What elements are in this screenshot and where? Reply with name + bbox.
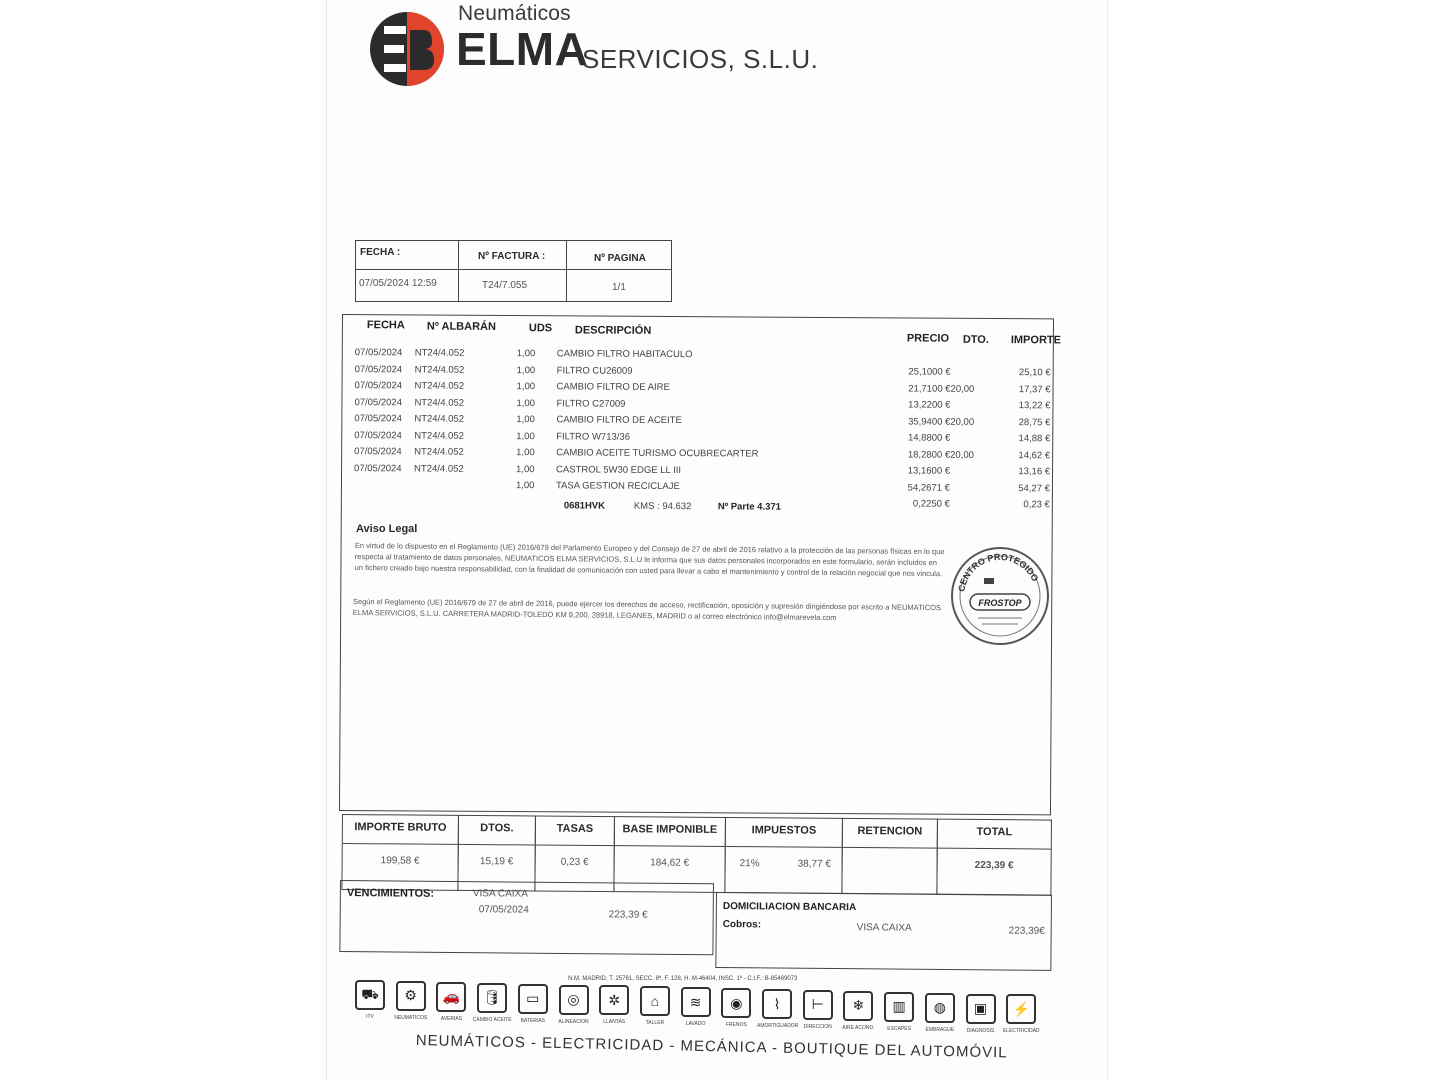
- factura-value: T24/7.055: [482, 280, 528, 291]
- air-conditioning-icon: [843, 991, 873, 1021]
- row-uds: 1,00: [516, 364, 536, 376]
- icon-glyph: ◎: [567, 991, 580, 1007]
- icon-caption: CAMBIO ACEITE: [472, 1016, 512, 1023]
- parte-number: Nº Parte 4.371: [717, 501, 782, 513]
- row-importe: 25,10 €: [1018, 367, 1051, 379]
- legal-paragraph-2: Según el Reglamento (UE) 2016/679 de 27 de abril de 2016, puede ejercer los derechos de acceso, rectificación, oposición y supresión dirigiéndose por escrito a NEUMATICOS ELMA SERVICIOS, S.L.U. CARRETERA MADRID-TOLEDO KM 9,200, 28918, LEGANES, MADRID o al correo electrónico info@elmarevela.com: [352, 596, 942, 623]
- footer-tagline: NEUMÁTICOS - ELECTRICIDAD - MECÁNICA - BOUTIQUE DEL AUTOMÓVIL: [415, 1032, 1008, 1062]
- row-descripcion: CASTROL 5W30 EDGE LL III: [556, 463, 682, 476]
- row-albaran: NT24/4.052: [414, 446, 464, 458]
- base-imponible-label: BASE IMPONIBLE: [622, 823, 718, 836]
- brand-subtitle: Neumáticos: [458, 2, 571, 25]
- pagina-label: Nº PAGINA: [594, 253, 646, 264]
- row-precio: 35,9400 €: [908, 415, 951, 428]
- dtos-cell: [457, 815, 536, 892]
- domiciliacion-box: [715, 892, 1052, 971]
- wheel-alignment-icon: [559, 985, 589, 1015]
- icon-glyph: ≋: [689, 993, 702, 1010]
- car-wash-icon: [681, 987, 711, 1017]
- row-albaran: NT24/4.052: [414, 429, 464, 442]
- kms: KMS : 94.632: [633, 500, 692, 513]
- total-value: 223,39 €: [974, 859, 1014, 872]
- icon-caption: LLANTAS: [603, 1019, 626, 1026]
- icon-glyph: ◍: [933, 999, 946, 1016]
- row-uds: 1,00: [516, 381, 536, 393]
- icon-glyph: ❄: [852, 997, 865, 1014]
- icon-glyph: ⌇: [773, 995, 781, 1012]
- icon-glyph: ◉: [730, 994, 743, 1011]
- tasas-cell: [534, 816, 615, 893]
- row-descripcion: CAMBIO FILTRO HABITACULO: [556, 348, 693, 361]
- row-precio: 0,2250 €: [912, 498, 950, 510]
- row-descripcion: FILTRO W713/36: [556, 430, 631, 443]
- row-albaran: NT24/4.052: [414, 347, 465, 359]
- icon-glyph: ▭: [526, 990, 540, 1007]
- row-importe: 0,23 €: [1023, 499, 1050, 511]
- row-importe: 28,75 €: [1018, 416, 1051, 428]
- row-precio: 25,1000 €: [908, 366, 951, 378]
- axle-icon: [803, 990, 833, 1020]
- col-albaran: Nº ALBARÁN: [426, 320, 496, 333]
- total-cell: [936, 819, 1052, 896]
- stamp-text: CENTRO PROTEGIDO: [956, 551, 1041, 593]
- icon-glyph: ⚡: [1012, 1000, 1030, 1017]
- row-fecha: 07/05/2024: [354, 380, 403, 392]
- icon-glyph: 🚗: [442, 988, 461, 1005]
- vencimiento-importe: 223,39 €: [608, 909, 648, 921]
- icon-glyph: 🛢: [483, 989, 501, 1006]
- electronics-icon: [1006, 994, 1036, 1024]
- row-uds: 1,00: [516, 447, 535, 459]
- row-fecha: 07/05/2024: [354, 347, 403, 359]
- row-uds: 1,00: [516, 414, 535, 426]
- row-uds: 1,00: [515, 480, 535, 492]
- row-importe: 14,88 €: [1018, 433, 1051, 445]
- row-fecha: 07/05/2024: [354, 396, 403, 408]
- brake-disc-icon: [721, 988, 751, 1018]
- col-importe: IMPORTE: [1010, 334, 1062, 347]
- row-fecha: 07/05/2024: [354, 446, 402, 458]
- pagina-value: 1/1: [612, 282, 626, 293]
- cobros-metodo: VISA CAIXA: [856, 922, 912, 934]
- matricula: 0681HVK: [563, 500, 606, 512]
- icon-caption: LAVADO: [685, 1021, 706, 1028]
- clutch-icon: [925, 993, 955, 1023]
- row-uds: 1,00: [516, 463, 535, 475]
- row-fecha: 07/05/2024: [354, 429, 402, 441]
- legal-title: Aviso Legal: [356, 523, 418, 535]
- icon-caption: ALINEACION: [558, 1018, 589, 1025]
- col-uds: UDS: [528, 322, 553, 335]
- icon-glyph: ⛟: [361, 985, 379, 1002]
- icon-glyph: ▣: [973, 1000, 988, 1016]
- row-fecha: 07/05/2024: [354, 462, 402, 474]
- icon-caption: DIAGNOSIS: [966, 1027, 995, 1034]
- impuestos-cell: [724, 817, 843, 894]
- row-precio: 13,2200 €: [908, 399, 951, 411]
- icon-caption: BATERIAS: [520, 1017, 545, 1024]
- base-imponible-value: 184,62 €: [650, 857, 690, 869]
- legal-paragraph-1: En virtud de lo dispuesto en el Reglamento (UE) 2016/679 del Parlamento Europeo y del Consejo de 27 de abril de 2016 relativo a la protección de las personas físicas en lo que respecta al tratamiento de datos personales, NEUMATICOS ELMA SERVICIOS, S.L.U le informa que sus datos personales incorporados en este formulario, serán incluidos en un fichero creado bajo nuestra responsabilidad, con la finalidad de comunicación con usted para llevar a cabo el mantenimiento y control de la relación negocial que nos vincula.: [354, 540, 945, 579]
- row-precio: 21,7100 €: [908, 382, 951, 395]
- row-albaran: NT24/4.052: [414, 380, 465, 392]
- row-descripcion: FILTRO CU26009: [556, 364, 633, 377]
- icon-glyph: ✲: [608, 991, 621, 1008]
- importe-bruto-label: IMPORTE BRUTO: [354, 821, 447, 834]
- row-descripcion: FILTRO C27009: [556, 397, 626, 410]
- cobros-importe: 223,39€: [1008, 925, 1045, 937]
- brand-company-type: SERVICIOS, S.L.U.: [582, 44, 819, 74]
- col-dto: DTO.: [962, 333, 989, 346]
- garage-icon: [640, 986, 670, 1016]
- total-label: TOTAL: [976, 825, 1013, 839]
- row-importe: 13,16 €: [1018, 466, 1051, 478]
- row-descripcion: TASA GESTION RECICLAJE: [555, 480, 680, 493]
- row-albaran: NT24/4.052: [414, 396, 465, 409]
- brand-name: ELMA: [456, 23, 589, 75]
- fecha-value: 07/05/2024 12:59: [359, 278, 437, 289]
- row-uds: 1,00: [516, 397, 535, 409]
- icon-caption: TALLER: [645, 1020, 665, 1027]
- exhaust-icon: [884, 992, 914, 1022]
- row-fecha: 07/05/2024: [354, 363, 403, 375]
- cobros-label: Cobros:: [722, 919, 762, 931]
- icon-glyph: ⌂: [650, 993, 660, 1010]
- battery-icon: [518, 984, 548, 1014]
- icon-caption: DIRECCION: [803, 1023, 832, 1030]
- retencion-value: [843, 859, 937, 860]
- row-uds: 1,00: [516, 348, 536, 360]
- vencimientos-label: VENCIMIENTOS:: [346, 887, 435, 900]
- row-importe: 13,22 €: [1018, 400, 1051, 412]
- icon-caption: ESCAPES: [887, 1025, 911, 1032]
- vencimiento-metodo: VISA CAIXA: [472, 888, 528, 900]
- vencimiento-fecha: 07/05/2024: [478, 904, 529, 916]
- col-fecha: FECHA: [366, 319, 405, 332]
- row-importe: 14,62 €: [1018, 449, 1051, 461]
- row-importe: 17,37 €: [1018, 383, 1051, 395]
- dtos-value: 15,19 €: [479, 856, 514, 868]
- row-albaran: NT24/4.052: [414, 363, 465, 376]
- base-imponible-cell: [613, 816, 726, 893]
- elma-logo-icon: [366, 8, 448, 90]
- row-dto: 20,00: [950, 383, 975, 395]
- icon-caption: FRENOS: [725, 1022, 747, 1029]
- icon-glyph: ⚙: [404, 987, 417, 1004]
- dtos-label: DTOS.: [480, 822, 514, 835]
- icon-glyph: ⊢: [811, 996, 824, 1013]
- row-precio: 18,2800 €: [907, 448, 951, 461]
- row-dto: 20,00: [950, 416, 975, 428]
- row-albaran: NT24/4.052: [414, 413, 465, 425]
- domiciliacion-label: DOMICILIACION BANCARIA: [722, 901, 857, 914]
- row-uds: 1,00: [516, 430, 535, 442]
- importe-bruto-value: 199,58 €: [380, 855, 420, 867]
- row-descripcion: CAMBIO FILTRO DE AIRE: [556, 381, 670, 394]
- tasas-value: 0,23 €: [560, 856, 589, 868]
- col-descripcion: DESCRIPCIÓN: [574, 324, 652, 337]
- row-precio: 13,1600 €: [907, 465, 951, 477]
- icon-caption: ELECTRICIDAD: [1002, 1028, 1040, 1035]
- row-albaran: NT24/4.052: [414, 462, 464, 475]
- tyre-change-icon: [396, 981, 426, 1011]
- vencimientos-box: [339, 880, 714, 955]
- retencion-cell: [841, 818, 938, 895]
- icon-caption: AIRE ACOND.: [842, 1024, 875, 1031]
- row-dto: 20,00: [950, 449, 974, 461]
- fecha-label: FECHA :: [360, 247, 401, 258]
- service-icons: [355, 980, 1055, 1040]
- row-precio: 14,8800 €: [907, 432, 951, 444]
- suspension-icon: [762, 989, 792, 1019]
- iva-percent: 21%: [739, 858, 760, 870]
- impuestos-label: IMPUESTOS: [751, 824, 817, 837]
- icon-caption: ITV: [366, 1014, 374, 1020]
- icon-caption: NEUMATICOS: [394, 1014, 428, 1021]
- footer-registry: N.M. MADRID, T. 25761, SECC. 8ª, F. 128, H. M-46404, INSC. 1ª - C.I.F.: B-85469073: [568, 976, 798, 982]
- icon-caption: AMORTIGUADOR: [757, 1023, 799, 1029]
- impuestos-value: 38,77 €: [797, 858, 832, 870]
- row-descripcion: CAMBIO ACEITE TURISMO OCUBRECARTER: [556, 447, 759, 460]
- diagnosis-icon: [966, 994, 996, 1024]
- oil-change-icon: [477, 983, 507, 1013]
- row-fecha: 07/05/2024: [354, 413, 402, 425]
- factura-label: Nº FACTURA :: [478, 251, 546, 262]
- car-lift-icon: [355, 980, 385, 1010]
- car-service-icon: [436, 982, 466, 1012]
- icon-caption: AVERIAS: [440, 1015, 463, 1022]
- row-descripcion: CAMBIO FILTRO DE ACEITE: [556, 414, 682, 427]
- row-precio: 54,2671 €: [907, 481, 950, 494]
- invoice-meta-box: [355, 240, 672, 302]
- icon-glyph: ▥: [892, 998, 906, 1015]
- icon-caption: EMBRAGUE: [925, 1026, 955, 1033]
- protected-center-stamp: [948, 542, 1052, 650]
- retencion-label: RETENCION: [857, 825, 923, 838]
- row-importe: 54,27 €: [1018, 482, 1050, 494]
- col-precio: PRECIO: [906, 332, 950, 345]
- tasas-label: TASAS: [556, 822, 594, 835]
- rim-icon: [599, 985, 629, 1015]
- stamp-brand: FROSTOP: [978, 598, 1022, 608]
